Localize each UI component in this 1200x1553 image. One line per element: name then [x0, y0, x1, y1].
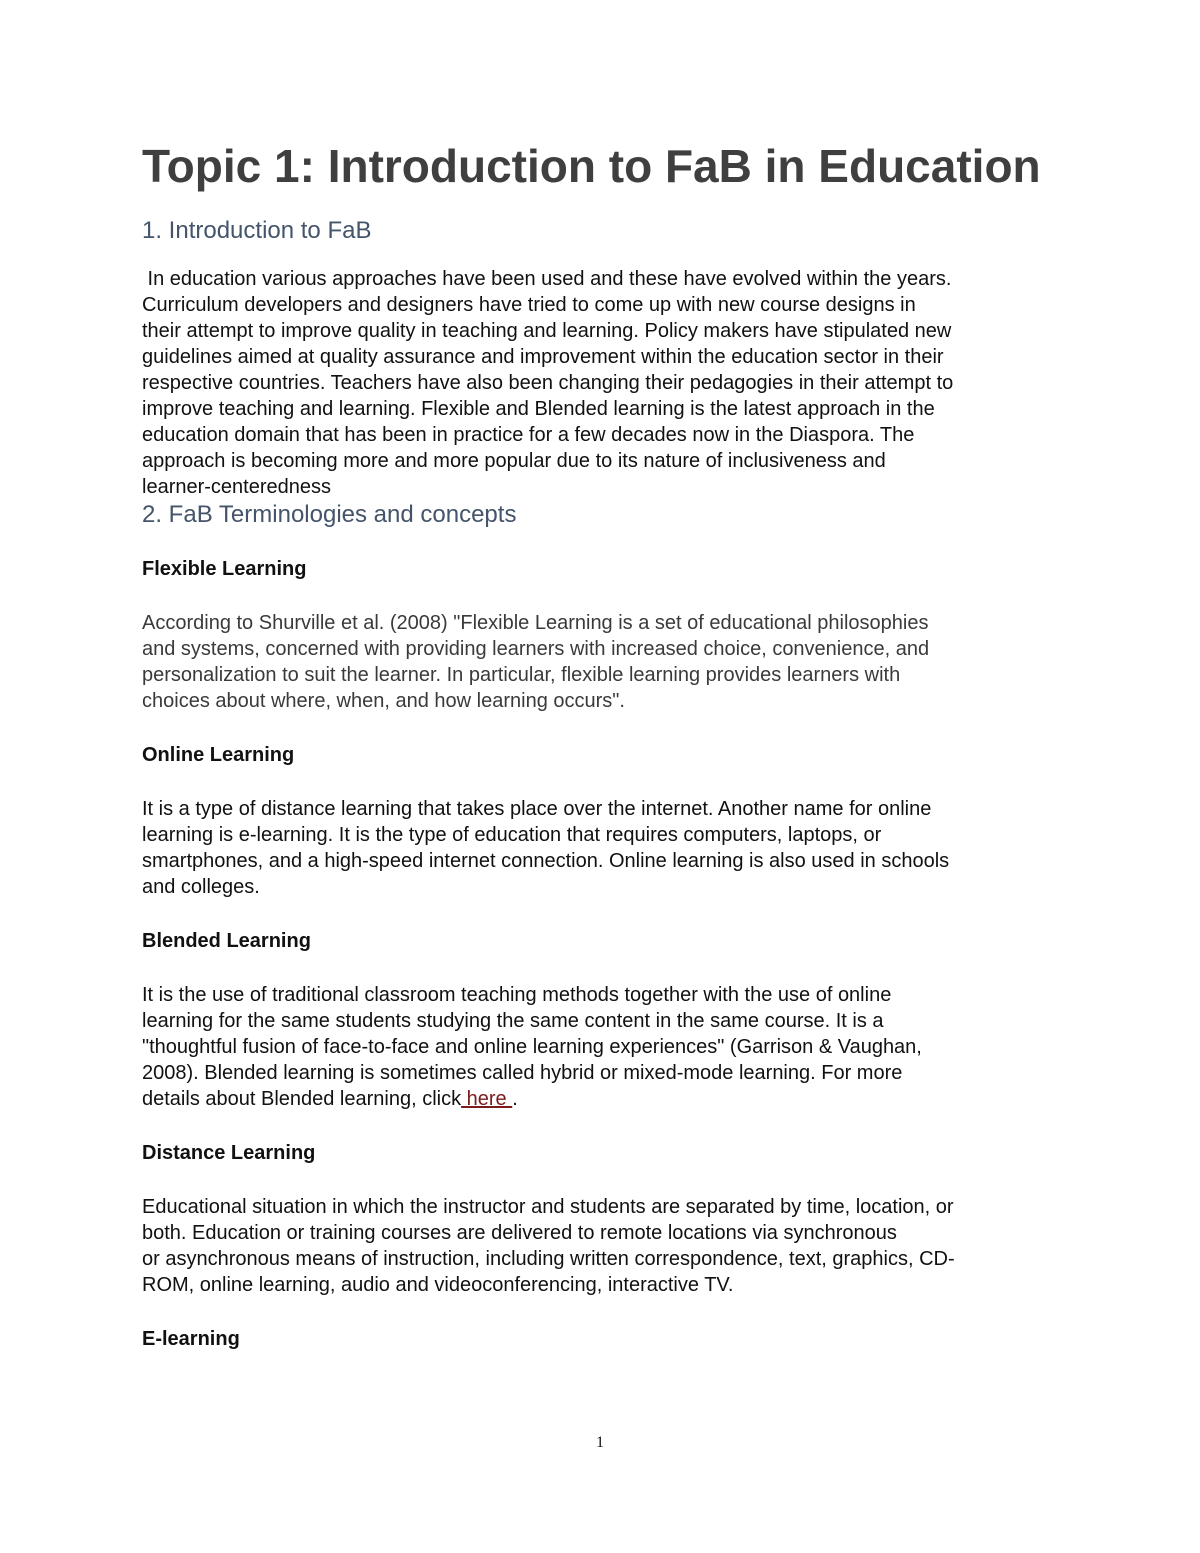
- term-heading-distance-learning: Distance Learning: [142, 1142, 316, 1164]
- paragraph-line: 2008). Blended learning is sometimes called hybrid or mixed-mode learning. For more: [142, 1062, 903, 1084]
- introduction-paragraph: [142, 266, 1067, 500]
- paragraph-line: According to Shurville et al. (2008) "Flexible Learning is a set of educational philosophies: [142, 612, 929, 634]
- paragraph-line: learning for the same students studying the same content in the same course. It is a: [142, 1010, 884, 1032]
- term-heading-blended-learning: Blended Learning: [142, 930, 311, 952]
- term-heading-e-learning: E-learning: [142, 1328, 240, 1350]
- flexible-learning-paragraph: [142, 610, 1067, 714]
- paragraph-line: improve teaching and learning. Flexible and Blended learning is the latest approach in the: [142, 398, 935, 420]
- paragraph-line: guidelines aimed at quality assurance and improvement within the education sector in their: [142, 346, 944, 368]
- paragraph-line: personalization to suit the learner. In particular, flexible learning provides learners with: [142, 664, 901, 686]
- paragraph-line: both. Education or training courses are delivered to remote locations via synchronous: [142, 1222, 897, 1244]
- page-content: [142, 138, 1067, 1380]
- paragraph-line: respective countries. Teachers have also been changing their pedagogies in their attempt to: [142, 372, 954, 394]
- paragraph-line: "thoughtful fusion of face-to-face and online learning experiences" (Garrison & Vaughan,: [142, 1036, 922, 1058]
- paragraph-line: education domain that has been in practice for a few decades now in the Diaspora. The: [142, 424, 915, 446]
- paragraph-line: In education various approaches have been used and these have evolved within the years.: [142, 268, 952, 290]
- section-heading-introduction: 1. Introduction to FaB: [142, 217, 372, 244]
- paragraph-line: and systems, concerned with providing learners with increased choice, convenience, and: [142, 638, 930, 660]
- document-title: Topic 1: Introduction to FaB in Education: [142, 140, 1041, 192]
- link-suffix-text: .: [512, 1088, 518, 1110]
- paragraph-line: It is the use of traditional classroom teaching methods together with the use of online: [142, 984, 892, 1006]
- distance-learning-paragraph: [142, 1194, 1067, 1298]
- paragraph-line: Educational situation in which the instructor and students are separated by time, location, or: [142, 1196, 954, 1218]
- term-heading-flexible-learning: Flexible Learning: [142, 558, 307, 580]
- paragraph-line: It is a type of distance learning that takes place over the internet. Another name for online: [142, 798, 932, 820]
- paragraph-line: ROM, online learning, audio and videoconferencing, interactive TV.: [142, 1274, 734, 1296]
- paragraph-line: their attempt to improve quality in teaching and learning. Policy makers have stipulated new: [142, 320, 952, 342]
- paragraph-line: smartphones, and a high-speed internet connection. Online learning is also used in schools: [142, 850, 950, 872]
- paragraph-line-with-link: [142, 1086, 1067, 1112]
- paragraph-line: learning is e-learning. It is the type of education that requires computers, laptops, or: [142, 824, 882, 846]
- here-link[interactable]: here: [461, 1088, 513, 1110]
- link-prefix-text: details about Blended learning, click: [142, 1088, 462, 1110]
- blended-learning-paragraph: [142, 982, 1067, 1112]
- paragraph-line: Curriculum developers and designers have tried to come up with new course designs in: [142, 294, 916, 316]
- paragraph-line: choices about where, when, and how learning occurs".: [142, 690, 625, 712]
- term-heading-online-learning: Online Learning: [142, 744, 295, 766]
- online-learning-paragraph: [142, 796, 1067, 900]
- paragraph-line: and colleges.: [142, 876, 260, 898]
- section-heading-terminologies: 2. FaB Terminologies and concepts: [142, 501, 517, 528]
- paragraph-line: approach is becoming more and more popular due to its nature of inclusiveness and: [142, 450, 886, 472]
- page-number: 1: [596, 1434, 604, 1451]
- paragraph-line: learner-centeredness: [142, 476, 331, 498]
- paragraph-line: or asynchronous means of instruction, including written correspondence, text, graphics, CD-: [142, 1248, 955, 1270]
